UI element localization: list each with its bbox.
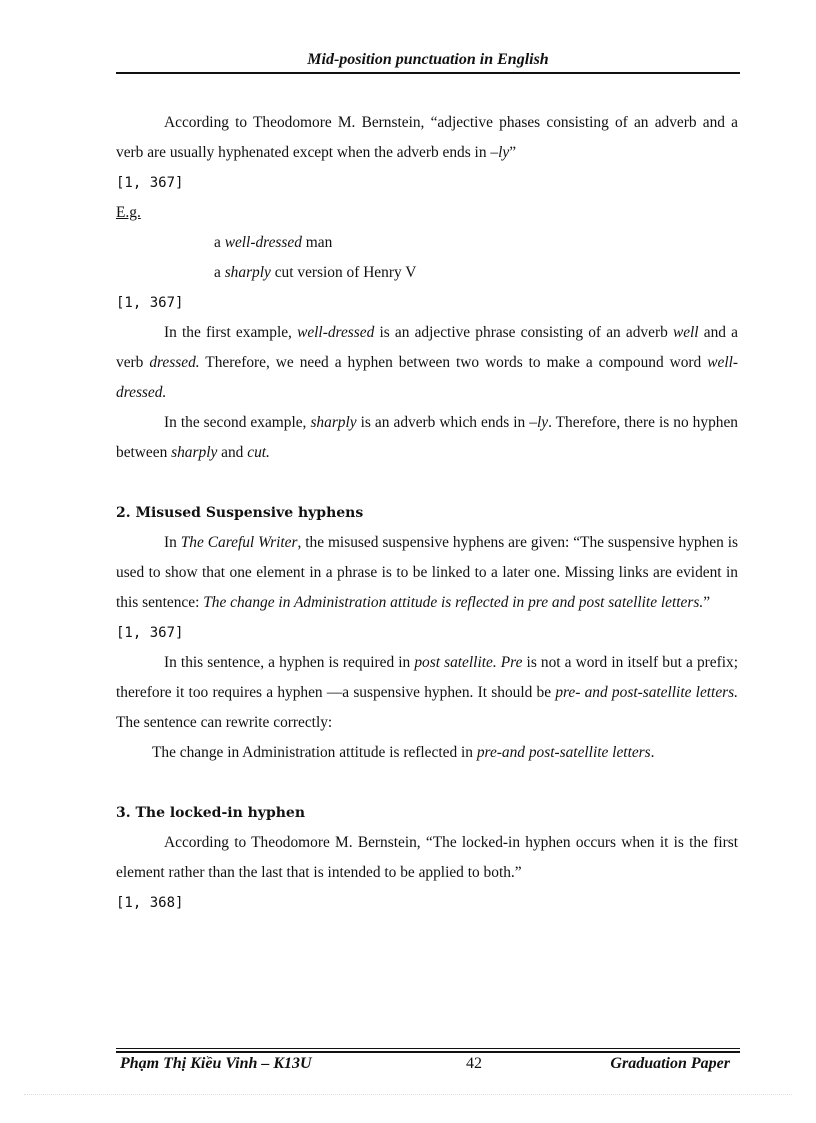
text-italic: well-dressed. xyxy=(116,354,738,401)
paragraph-bernstein-quote xyxy=(116,108,738,168)
corrected-sentence xyxy=(116,738,738,768)
text: ” xyxy=(509,144,517,161)
footer-rule xyxy=(116,1048,740,1049)
citation: [1, 367] xyxy=(116,295,184,311)
paragraph-careful-writer xyxy=(116,528,738,618)
page-footer xyxy=(120,1055,730,1077)
citation: [1, 368] xyxy=(116,895,184,911)
eg-label: E.g. xyxy=(116,204,141,221)
text-italic: well xyxy=(672,324,699,341)
text-italic: sharply xyxy=(171,444,218,461)
paragraph-second-example xyxy=(116,408,738,468)
text: The sentence can rewrite correctly: xyxy=(116,714,333,731)
text: Therefore, we need a hyphen between two words to make a compound word xyxy=(199,354,708,371)
text-italic: dressed. xyxy=(149,354,200,371)
text-italic: sharply xyxy=(224,264,271,281)
text: a xyxy=(214,264,225,281)
text: is not a word in itself but a prefix; therefore it too requires a hyphen —a suspensive hyphen. It should be xyxy=(116,654,738,701)
text: . xyxy=(650,744,655,761)
text: In the first example, xyxy=(164,324,298,341)
footer-author: Phạm Thị Kiều Vinh – K13U xyxy=(120,1055,312,1072)
text: , the misused suspensive hyphens are given: “The suspensive hyphen is used to show that one element in a phrase is to be linked to a later one. Missing links are evident in this sentence: xyxy=(116,534,739,611)
text: In the second example, xyxy=(164,414,311,431)
document-body xyxy=(116,108,738,918)
text: In this sentence, a hyphen is required in xyxy=(164,654,415,671)
paragraph-first-example xyxy=(116,318,738,408)
example-label xyxy=(116,198,738,228)
citation: [1, 367] xyxy=(116,175,184,191)
text-italic: pre-and post-satellite letters xyxy=(476,744,651,761)
text-italic: –ly xyxy=(490,144,510,161)
text: The change in Administration attitude is reflected in xyxy=(152,744,477,761)
header-rule xyxy=(116,72,740,74)
section-heading: 3. The locked-in hyphen xyxy=(116,805,305,821)
text: and xyxy=(217,444,248,461)
text-italic: pre- and post-satellite letters. xyxy=(555,684,738,701)
citation: [1, 367] xyxy=(116,625,184,641)
footer-doc-type: Graduation Paper xyxy=(610,1055,730,1072)
page-header-title: Mid-position punctuation in English xyxy=(307,51,549,68)
text: According to Theodomore M. Bernstein, “adjective phases consisting of an adverb and a verb are usually hyphenated except when the adverb ends in xyxy=(116,114,738,161)
text: is an adjective phrase consisting of an adverb xyxy=(374,324,673,341)
section-heading: 2. Misused Suspensive hyphens xyxy=(116,505,364,521)
text: is an adverb which ends in xyxy=(356,414,530,431)
text-italic: The change in Administration attitude is reflected in pre and post satellite letters. xyxy=(203,594,704,611)
text: ” xyxy=(703,594,711,611)
text-italic: The Careful Writer xyxy=(180,534,298,551)
text: and a verb xyxy=(116,324,738,371)
text-italic: –ly xyxy=(529,414,549,431)
page-edge-divider xyxy=(24,1094,792,1095)
page-number: 42 xyxy=(466,1055,482,1072)
text-italic: well-dressed xyxy=(297,324,375,341)
example-line xyxy=(116,258,738,288)
text-italic: sharply xyxy=(310,414,357,431)
text: cut version of Henry V xyxy=(270,264,417,281)
footer-rule xyxy=(116,1051,740,1053)
text: . Therefore, there is no hyphen between xyxy=(116,414,738,461)
paragraph-locked-in: According to Theodomore M. Bernstein, “The locked-in hyphen occurs when it is the first element rather than the last that is intended to be applied to both.” xyxy=(116,834,738,881)
text-italic: cut. xyxy=(247,444,270,461)
paragraph-explanation xyxy=(116,648,738,738)
text: man xyxy=(301,234,333,251)
example-line xyxy=(116,228,738,258)
text-italic: post satellite. Pre xyxy=(414,654,523,671)
text: a xyxy=(214,234,225,251)
text: In xyxy=(164,534,181,551)
spacer xyxy=(116,468,738,498)
spacer xyxy=(116,768,738,798)
text-italic: well-dressed xyxy=(224,234,302,251)
